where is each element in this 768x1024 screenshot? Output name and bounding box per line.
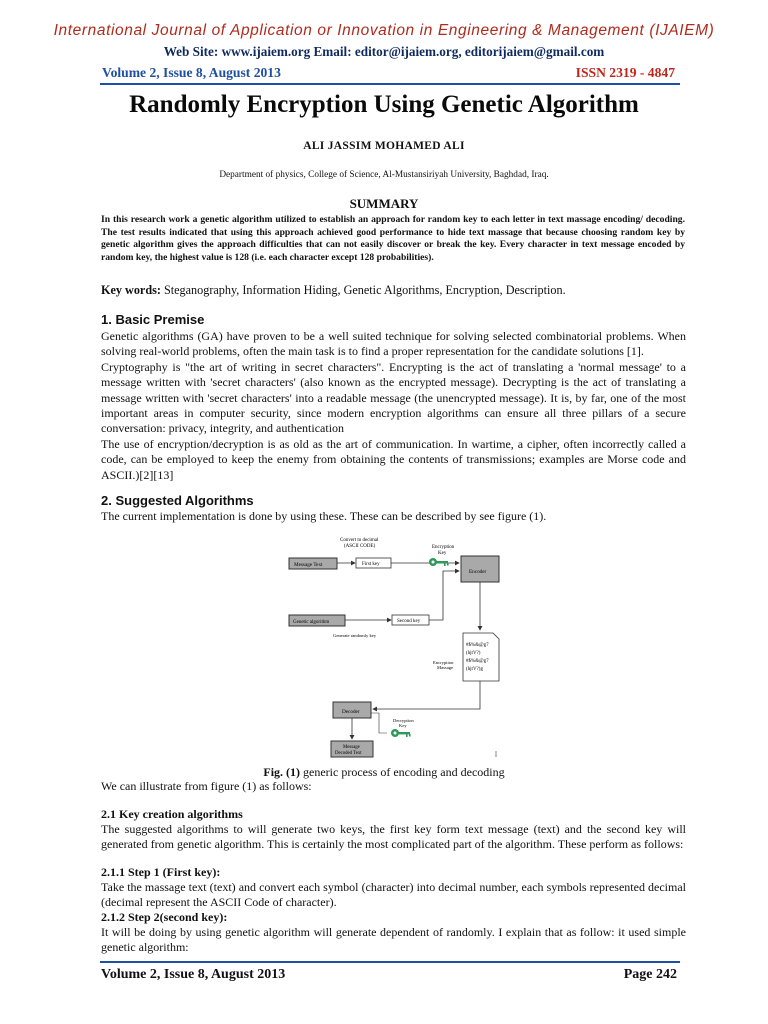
figure-label-convert: Convert to decimal [340,538,379,543]
footer-page-number: Page 242 [623,967,677,982]
keywords-line [101,283,566,298]
figure-cipher-1: #$%&@g7 [466,643,489,648]
figure-encryption-key-label: Encryption [432,545,455,550]
section-2-intro: The current implementation is done by using these. These can be described by see figure (1). [101,509,547,523]
figure-caption-label: Fig. (1) [263,765,301,779]
figure-cipher-3: #$%&@g7 [466,659,489,664]
figure-message-out-label-2: Decoded Text [335,751,362,756]
journal-contact-line: Web Site: www.ijaiem.org Email: editor@ijaiem.org, editorijaiem@gmail.com [163,44,605,59]
figure-generate-label: Generate randomly key [333,633,377,638]
paper-title: Randomly Encryption Using Genetic Algorithm [129,91,639,118]
figure-dec-key-label: Key [399,723,407,728]
figure-message-text-label: Message Text [294,562,323,568]
footer-volume: Volume 2, Issue 8, August 2013 [101,967,286,982]
section-1-heading: 1. Basic Premise [101,312,205,327]
section-1-paragraph-2: Cryptography is "the art of writing in secret characters". Encrypting is the act of translating a 'normal message' to a message written with 'secret characters' (also known as the encrypted message). Decrypting is the act of translating a message written with 'secret characters' into a readable message (the unencrypted message). It is, by far, one of the most important areas in computer security, since modern encryption algorithms can ensure all three pillars of a secure conversation: privacy, integrity, and authentication [101,359,686,436]
step-2-heading: 2.1.2 Step 2(second key): [101,910,228,924]
summary-heading: SUMMARY [349,196,419,211]
figure-cipher-2: (hjtV?) [466,651,481,656]
figure-first-key-label: First key [362,562,380,567]
figure-caption-text: generic process of encoding and decoding [300,765,505,779]
step-2-text: It will be doing by using genetic algorithm will generate dependent of randomly. I explain that as follow: it used simple genetic algorithm: [101,925,686,955]
section-1-body [101,329,686,483]
subsection-2-1-heading: 2.1 Key creation algorithms [101,807,243,821]
section-2-after-figure: We can illustrate from figure (1) as follows: [101,779,312,793]
figure-enc-msg-label-1: Encryption [433,660,454,665]
step-1-text: Take the massage text (text) and convert each symbol (character) into decimal number, each symbols represented decimal (decimal represent the ASCII Code of character). [101,880,686,910]
header-volume: Volume 2, Issue 8, August 2013 [102,65,281,80]
figure-decryption-label: Decryption [393,718,414,723]
encryption-key-icon [429,558,449,566]
footer-divider [100,961,680,963]
keywords-label: Key words: [101,283,161,297]
journal-title: International Journal of Application or Innovation in Engineering & Management (IJAIEM) [53,22,715,39]
decryption-key-icon [391,729,411,737]
figure-label-ascii: (ASCII CODE) [344,544,376,549]
paper-affiliation: Department of physics, College of Science, Al-Mustansiriyah University, Baghdad, Iraq. [219,170,549,180]
paper-author: ALI JASSIM MOHAMED ALI [303,140,465,152]
figure-encrypted-document [463,633,499,681]
summary-text: In this research work a genetic algorithm utilized to establish an approach for random key to each letter in text massage encoding/ decoding. The test results indicated that using this approach achieved good performance to hide text massage that because choosing random key by genetic algorithm gives the approach difficulties that can not easily discover or break the key. Every character in text message encoded by random key, the highest value is 128 (i.e. each character except 128 probabilities). [101,214,685,263]
figure-arrow-5 [373,681,480,709]
section-1-paragraph-1: Genetic algorithms (GA) have proven to be a well suited technique for solving selected combinatorial problems. When solving real-world problems, often the main task is to find a proper representation for the candidate solutions [1]. [101,329,686,359]
figure-second-key-label: Second key [397,619,421,624]
figure-encoder-label: Encoder [469,569,487,575]
header-divider [100,83,680,85]
figure-enc-msg-label-2: Massage [437,665,454,670]
figure-arrow-4 [429,571,459,620]
figure-genetic-label: Genetic algorithm [293,620,330,625]
figure-cipher-4: (hjtV?)g [466,667,483,672]
figure-key-label-top: Key [438,551,447,556]
subsection-2-1-text: The suggested algorithms to will generate two keys, the first key form text message (text) and the second key will generated from genetic algorithm. This is certainly the most complicated part of the algorithm. These perform as follows: [101,822,686,852]
header-issn: ISSN 2319 - 4847 [575,65,675,80]
figure-message-out-label-1: Message [343,745,360,750]
figure-arrow-7 [371,713,387,733]
figure-1-caption [0,765,768,780]
figure-decoder-label: Decoder [342,709,360,715]
keywords-text: Steganography, Information Hiding, Genetic Algorithms, Encryption, Description. [160,283,566,297]
step-1-heading: 2.1.1 Step 1 (First key): [101,865,221,879]
section-1-paragraph-3: The use of encryption/decryption is as old as the art of communication. In wartime, a cipher, often incorrectly called a code, can be employed to keep the enemy from obtaining the contents of transmissions; examples are Morse code and ASCII.)[2][13] [101,436,686,482]
figure-1-diagram [285,533,505,765]
section-2-heading: 2. Suggested Algorithms [101,493,254,508]
